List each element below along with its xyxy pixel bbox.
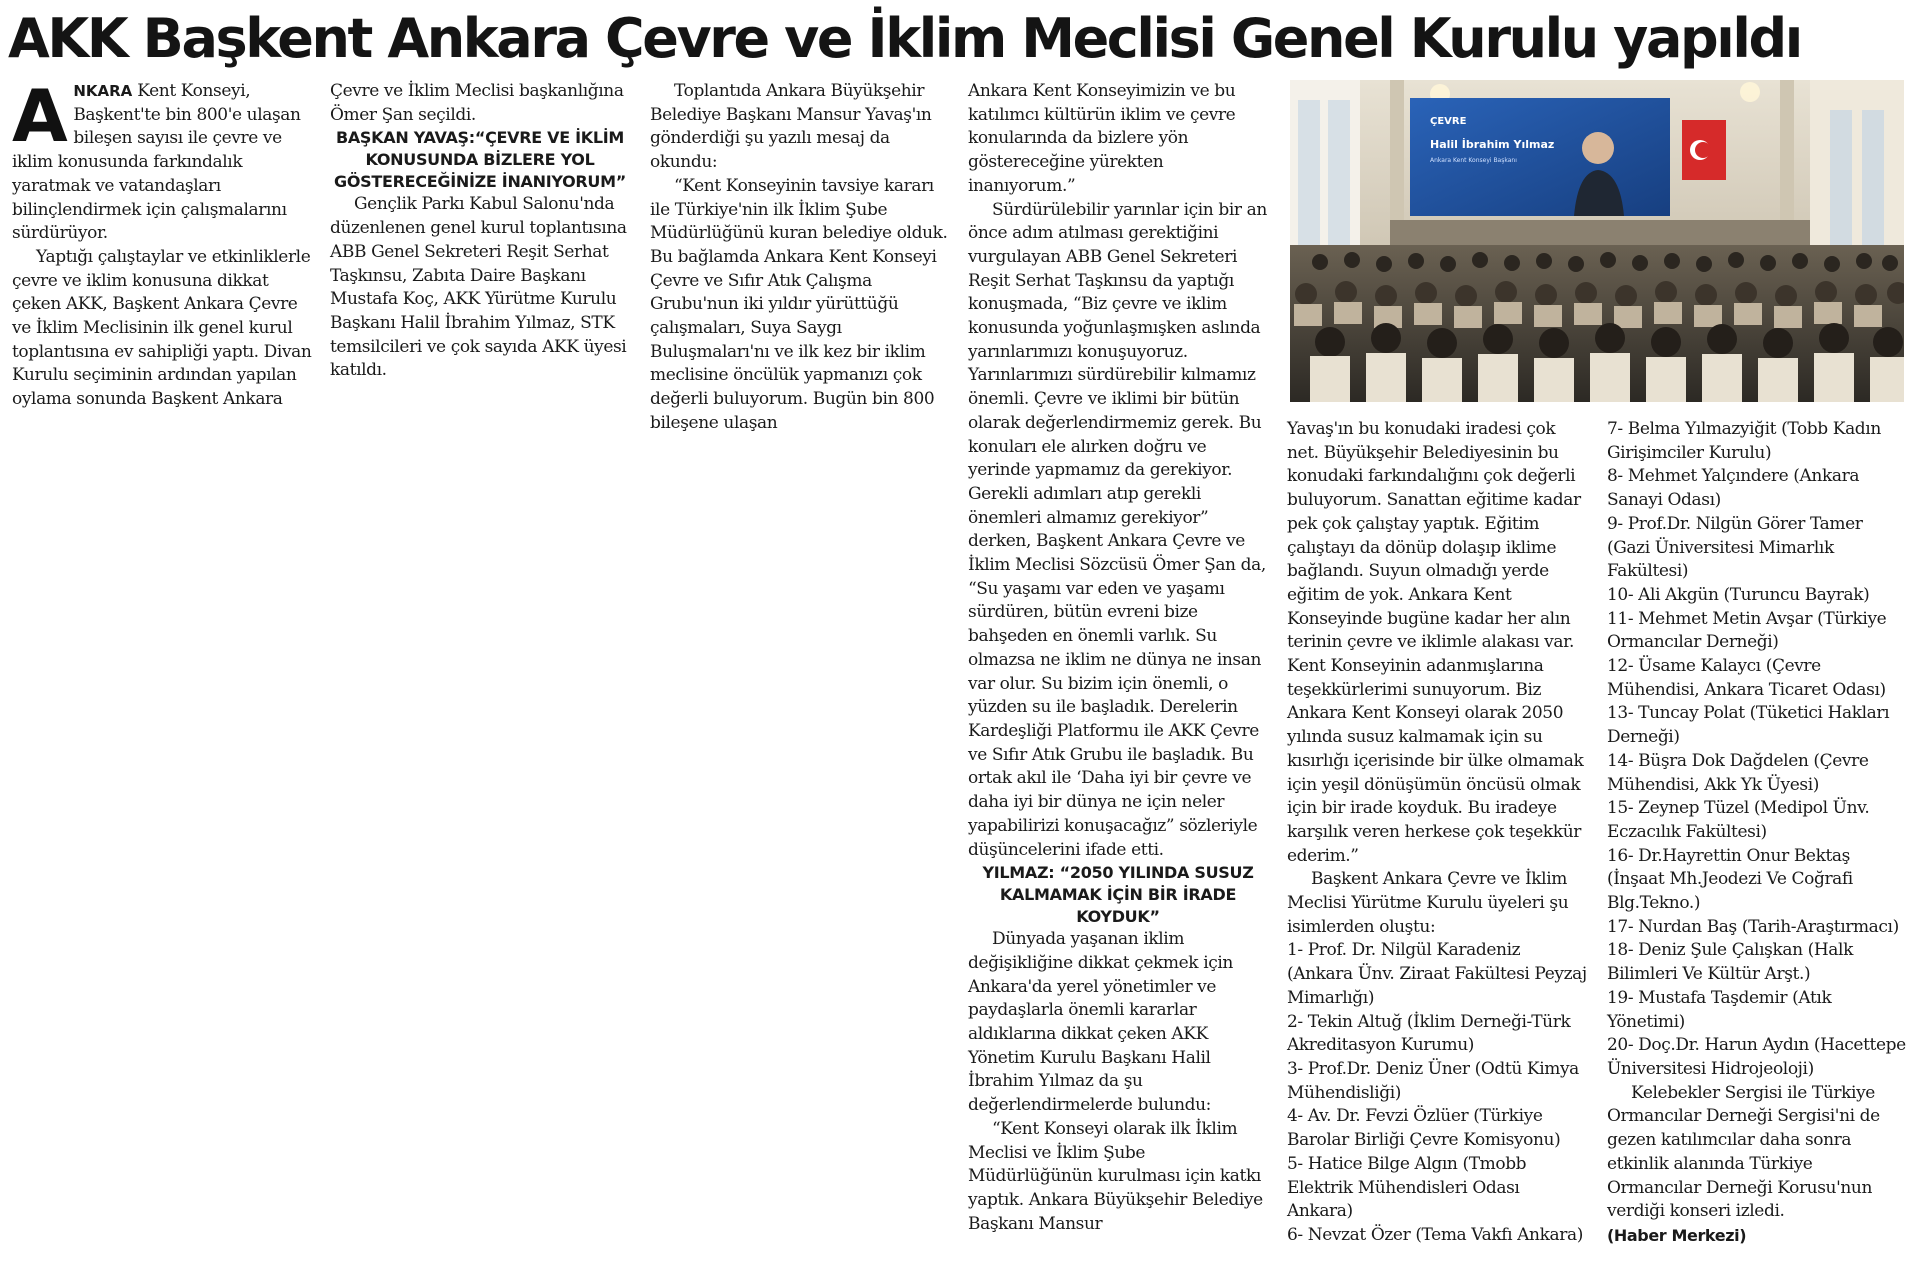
paragraph: Başkent Ankara Çevre ve İklim Meclisi Yürütme Kurulu üyeleri şu isimlerden oluştu: [1287, 869, 1569, 937]
byline: (Haber Merkezi) [1607, 1225, 1747, 1245]
list-item: 9- Prof.Dr. Nilgün Görer Tamer (Gazi Üniversitesi Mimarlık Fakültesi) [1607, 513, 1863, 582]
list-item: 13- Tuncay Polat (Tüketici Hakları Derneği) [1607, 703, 1890, 748]
article-column-4 [968, 80, 1268, 1236]
screen-brand: ÇEVRE [1430, 116, 1467, 127]
paragraph: “Kent Konseyi olarak ilk İklim Meclisi ve İklim Şube Müdürlüğünün kurulması için katkı yaptık. Ankara Büyükşehir Belediye Başkanı Mansur [968, 1118, 1263, 1234]
list-item: 20- Doç.Dr. Harun Aydın (Hacettepe Üniversitesi Hidrojeoloji) [1607, 1035, 1906, 1079]
list-item: 3- Prof.Dr. Deniz Üner (Odtü Kimya Mühendisliği) [1287, 1058, 1579, 1103]
event-photo [1290, 80, 1904, 402]
article-column-6 [1607, 418, 1907, 1248]
screen-name: Halil İbrahim Yılmaz [1430, 138, 1555, 151]
paragraph: Yavaş'ın bu konudaki iradesi çok net. Büyükşehir Belediyesinin bu konudaki farkındalığını çok değerli buluyorum. Sanattan eğitime kadar pek çok çalıştay yaptık. Eğitim çalıştayı da dönüp dolaşıp iklime bağlandı. Suyun olmadığı yerde eğitim de yok. Ankara Kent Konseyinde bugüne kadar her alın terinin çevre ve iklimle alakası var. Kent Konseyinin adanmışlarına teşekkürlerimi sunuyorum. Biz Ankara Kent Konseyi olarak 2050 yılında susuz kalmamak için su kısırlığı içerisinde bir ülke olmamak için yeşil dönüşümün öncüsü olmak için bir irade koyduk. Bu iradeye karşılık veren herkese çok teşekkür ederim.” [1287, 419, 1584, 866]
dateline: NKARA [73, 82, 133, 100]
paragraph [12, 74, 312, 246]
list-item: 1- Prof. Dr. Nilgül Karadeniz (Ankara Ünv. Ziraat Fakültesi Peyzaj Mimarlığı) [1287, 940, 1587, 1008]
paragraph-text: Kent Konseyi, Başkent'te bin 800'e ulaşan bileşen sayısı ile çevre ve iklim konusunda farkındalık yaratmak ve vatandaşları bilinçlendirmek için çalışmalarını sürdürüyor. [12, 81, 301, 244]
list-item: 12- Üsame Kalaycı (Çevre Mühendisi, Ankara Ticaret Odası) [1607, 656, 1886, 700]
paragraph: “Kent Konseyinin tavsiye kararı ile Türkiye'nin ilk İklim Şube Müdürlüğünü kuran belediye olduk. Bu bağlamda Ankara Kent Konseyi Çevre ve Sıfır Atık Çalışma Grubu'nun iki yıldır yürüttüğü çalışmaları, Suya Saygı Buluşmaları'nı ve ilk kez bir iklim meclisine öncülük yapmanızı çok değerli buluyorum. Bugün bin 800 bileşene ulaşan [650, 175, 948, 433]
list-item: 18- Deniz Şule Çalışkan (Halk Bilimleri Ve Kültür Arşt.) [1607, 940, 1853, 985]
list-item: 7- Belma Yılmazyiğit (Tobb Kadın Girişimciler Kurulu) [1607, 419, 1881, 463]
article-column-5 [1287, 418, 1587, 1248]
paragraph: Gençlik Parkı Kabul Salonu'nda düzenlenen genel kurul toplantısına ABB Genel Sekreteri Reşit Serhat Taşkınsu, Zabıta Daire Başkanı Mustafa Koç, AKK Yürütme Kurulu Başkanı Halil İbrahim Yılmaz, STK temsilcileri ve çok sayıda AKK üyesi katıldı. [330, 194, 627, 381]
list-item: 19- Mustafa Taşdemir (Atık Yönetimi) [1607, 987, 1832, 1032]
list-item: 16- Dr.Hayrettin Onur Bektaş (İnşaat Mh.Jeodezi Ve Coğrafi Blg.Tekno.) [1607, 845, 1853, 914]
list-item: 8- Mehmet Yalçındere (Ankara Sanayi Odası) [1607, 466, 1860, 511]
list-item: 15- Zeynep Tüzel (Medipol Ünv. Eczacılık Fakültesi) [1607, 798, 1870, 842]
article-column-2 [330, 80, 630, 383]
list-item: 2- Tekin Altuğ (İklim Derneği-Türk Akreditasyon Kurumu) [1287, 1011, 1571, 1056]
subheading: YILMAZ: “2050 YILINDA SUSUZ KALMAMAK İÇİN BİR İRADE KOYDUK” [982, 863, 1254, 927]
member-list [1287, 939, 1587, 1247]
paragraph: Ankara Kent Konseyimizin ve bu katılımcı kültürün iklim ve çevre konularında da bizlere yön göstereceğine yürekten inanıyorum.” [968, 81, 1236, 196]
list-item: 14- Büşra Dok Dağdelen (Çevre Mühendisi, Akk Yk Üyesi) [1607, 750, 1869, 795]
article-column-1 [12, 74, 312, 412]
list-item: 4- Av. Dr. Fevzi Özlüer (Türkiye Barolar Birliği Çevre Komisyonu) [1287, 1106, 1561, 1151]
list-item: 11- Mehmet Metin Avşar (Türkiye Ormancılar Derneği) [1607, 608, 1887, 653]
list-item: 5- Hatice Bilge Algın (Tmobb Elektrik Mühendisleri Odası Ankara) [1287, 1153, 1527, 1222]
headline: AKK Başkent Ankara Çevre ve İklim Meclisi Genel Kurulu yapıldı [8, 7, 1801, 70]
screen-role: Ankara Kent Konseyi Başkanı [1430, 157, 1517, 164]
list-item: 10- Ali Akgün (Turuncu Bayrak) [1607, 584, 1870, 605]
drop-cap: A [12, 74, 68, 158]
article-column-3 [650, 80, 950, 436]
paragraph: Çevre ve İklim Meclisi başkanlığına Ömer Şan seçildi. [330, 81, 624, 125]
paragraph: Yaptığı çalıştaylar ve etkinliklerle çevre ve iklim konusuna dikkat çeken AKK, Başkent Ankara Çevre ve İklim Meclisinin ilk genel kurul toplantısına ev sahipliği yaptı. Divan Kurulu seçiminin ardından yapılan oylama sonunda Başkent Ankara [12, 246, 312, 410]
list-item: 17- Nurdan Baş (Tarih-Araştırmacı) [1607, 916, 1899, 937]
paragraph: Kelebekler Sergisi ile Türkiye Ormancılar Derneği Sergisi'ni de gezen katılımcılar daha sonra etkinlik alanında Türkiye Ormancılar Derneği Korusu'nun verdiği konseri izledi. [1607, 1082, 1880, 1222]
paragraph: Sürdürülebilir yarınlar için bir an önce adım atılması gerektiğini vurgulayan ABB Genel Sekreteri Reşit Serhat Taşkınsu da yaptığı konuşmada, “Biz çevre ve iklim konusunda yoğunlaşmışken aslında yarınlarımızı konuşuyoruz. Yarınlarımızı sürdürebilir kılmamız önemli. Çevre ve iklimi bir bütün olarak değerlendirmemiz gerek. Bu konuları ele alırken doğru ve yerinde yapmamız da gerekiyor. Gerekli adımları atıp gerekli önemleri almamız gerekiyor” derken, Başkent Ankara Çevre ve İklim Meclisi Sözcüsü Ömer Şan da, “Su yaşamı var eden ve yaşamı sürdüren, bütün evreni bize bahşeden en önemli varlık. Su olmazsa ne iklim ne dünya ne insan var olur. Su bizim için önemli, o yüzden su ile başladık. Derelerin Kardeşliği Platformu ile AKK Çevre ve Sıfır Atık Grubu ile başladık. Bu ortak akıl ile ‘Daha iyi bir çevre ve daha iyi bir dünya ne için neler yapabilirizi konuşacağız” sözleriyle düşüncelerini ifade etti. [968, 199, 1267, 860]
paragraph: Dünyada yaşanan iklim değişikliğine dikkat çekmek için Ankara'da yerel yönetimler ve paydaşlarla önemli kararlar aldıklarına dikkat çeken AKK Yönetim Kurulu Başkanı Halil İbrahim Yılmaz da şu değerlendirmelerde bulundu: [968, 929, 1233, 1116]
member-list [1607, 418, 1907, 1082]
subheading: BAŞKAN YAVAŞ:“ÇEVRE VE İKLİM KONUSUNDA BİZLERE YOL GÖSTERECEĞİNİZE İNANIYORUM” [334, 128, 626, 192]
list-item: 6- Nevzat Özer (Tema Vakfı Ankara) [1287, 1224, 1583, 1245]
paragraph: Toplantıda Ankara Büyükşehir Belediye Başkanı Mansur Yavaş'ın gönderdiği şu yazılı mesaj da okundu: [650, 81, 932, 173]
